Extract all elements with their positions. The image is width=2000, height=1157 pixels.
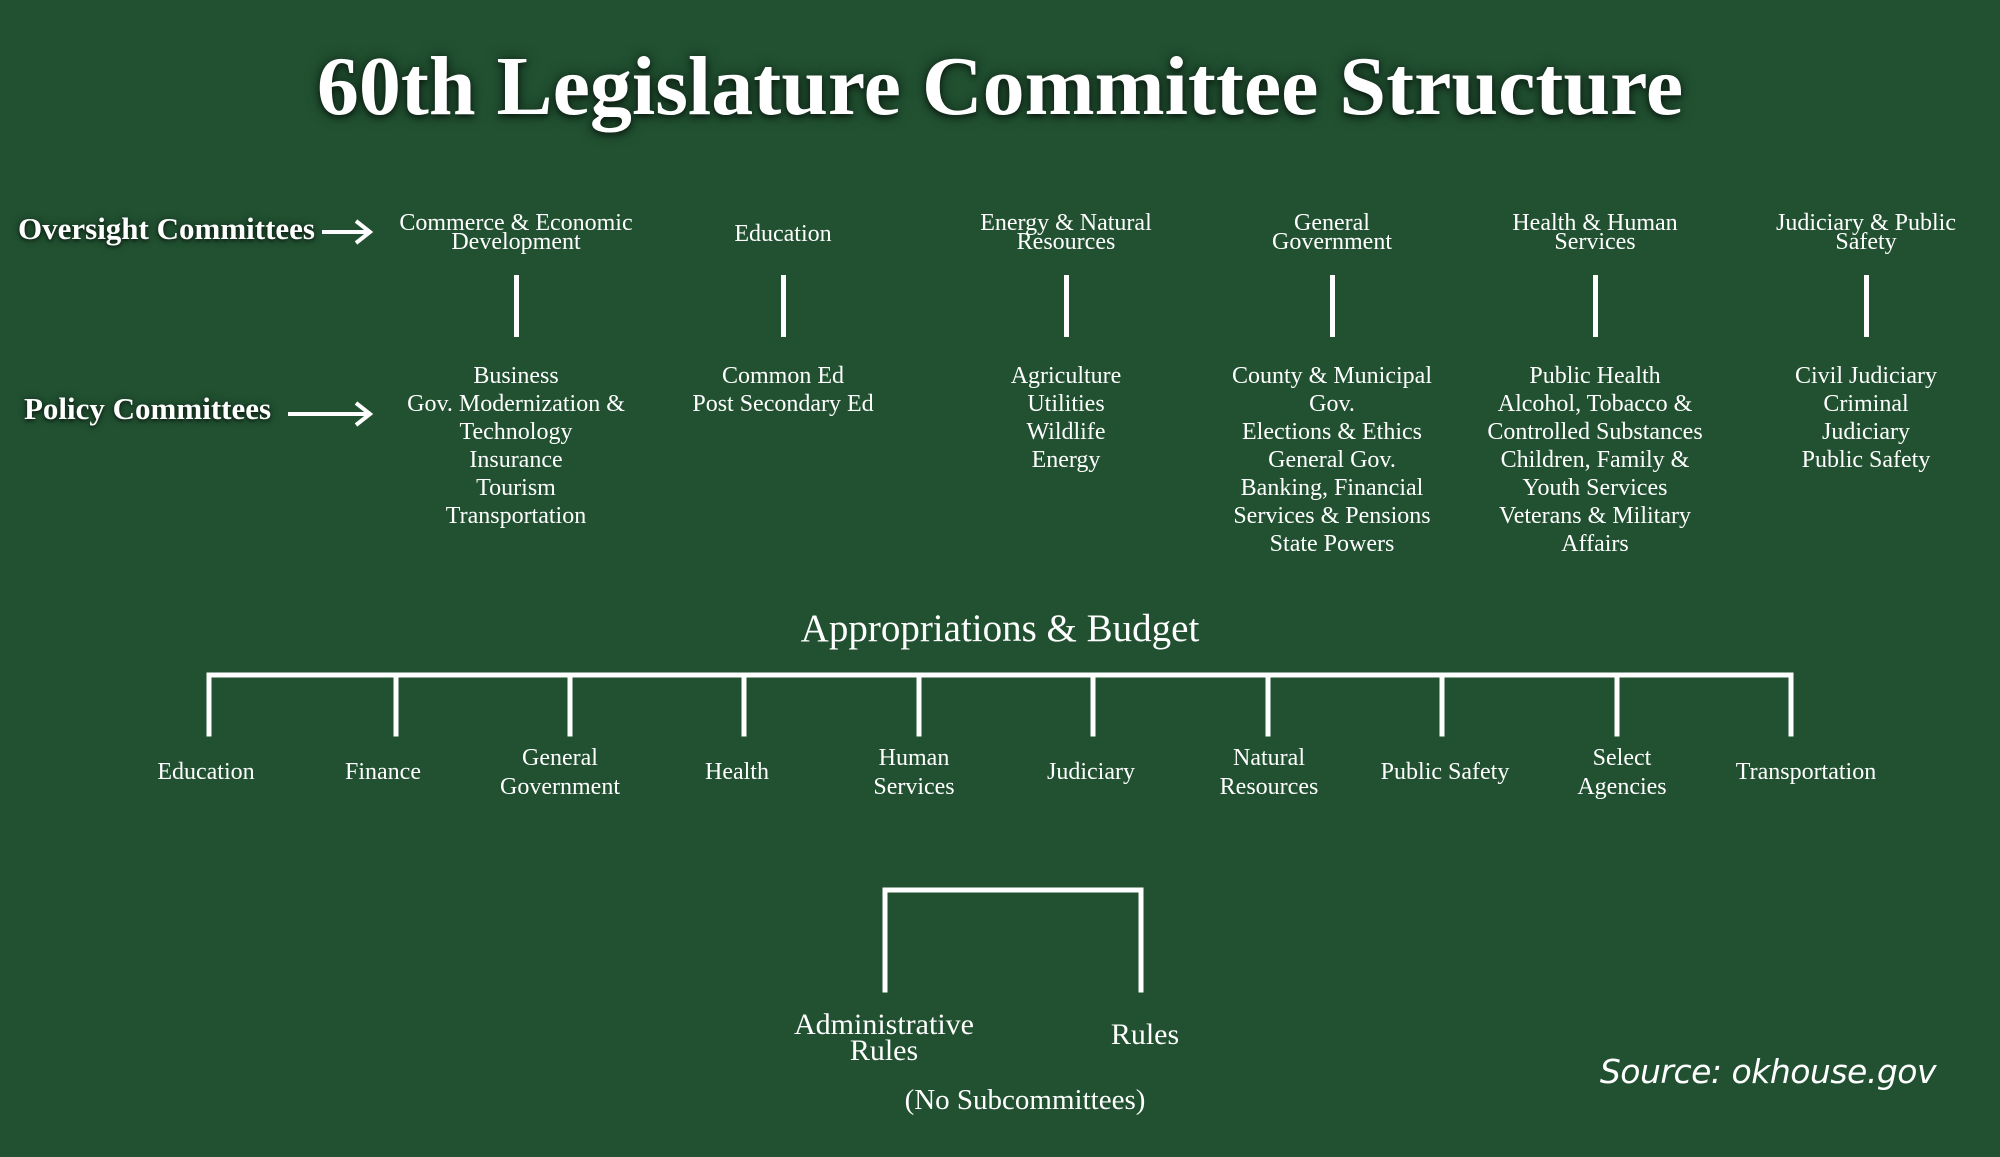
oversight-committee-name-line: Energy & Natural (980, 210, 1152, 236)
policy-committee-item: Judiciary (1822, 419, 1910, 445)
oversight-committee-name-line: Health & Human (1512, 210, 1678, 236)
appropriations-subcommittee-line: Health (705, 759, 769, 785)
policy-committee-item: Transportation (445, 503, 587, 529)
appropriations-subcommittee-line: Resources (1219, 774, 1319, 800)
rules-committee-line: Rules (849, 1034, 919, 1067)
policy-committee-item: Alcohol, Tobacco & (1497, 391, 1693, 417)
oversight-committee-name-line: Judiciary & Public (1776, 210, 1956, 236)
no-subcommittees-note: (No Subcommittees) (904, 1084, 1146, 1116)
appropriations-subcommittee (106, 758, 306, 787)
policy-committee-item: Children, Family & (1500, 447, 1690, 473)
appropriations-subcommittee-line: Education (157, 759, 255, 785)
appropriations-subcommittee-line: Judiciary (1047, 759, 1135, 785)
appropriations-title: Appropriations & Budget (800, 607, 1200, 650)
policy-committee-item: Post Secondary Ed (692, 391, 874, 417)
page-title: 60th Legislature Committee Structure (316, 40, 1684, 133)
oversight-committee-name-line: Safety (1835, 229, 1897, 255)
policy-committee-item: Agriculture (1010, 363, 1122, 389)
appropriations-subcommittee-line: Natural (1233, 745, 1305, 771)
appropriations-subcommittee (1706, 758, 1906, 787)
oversight-committee-name-line: General (1294, 210, 1370, 236)
policy-committee-item: Controlled Substances (1487, 419, 1703, 445)
appropriations-subcommittee-line: Finance (345, 759, 421, 785)
appropriations-subcommittee-line: Services (873, 774, 955, 800)
policy-committee-item: Wildlife (1026, 419, 1106, 445)
oversight-committee-name-line: Development (451, 229, 581, 255)
appropriations-subcommittee-line: Public Safety (1380, 759, 1510, 785)
policy-committee-item: Public Health (1529, 363, 1661, 389)
policy-committee-item: Insurance (469, 447, 563, 473)
oversight-committee-name-line: Commerce & Economic (399, 210, 633, 236)
appropriations-subcommittee (991, 758, 1191, 787)
rules-committee (1035, 1018, 1255, 1051)
appropriations-subcommittee-line: Transportation (1735, 759, 1877, 785)
policy-committees-label: Policy Committees (24, 391, 272, 426)
policy-committee-item: State Powers (1269, 531, 1395, 557)
policy-committee-item: Gov. Modernization & (407, 391, 625, 417)
policy-committee-item: Business (473, 363, 559, 389)
oversight-committee-name-line: Education (734, 221, 832, 247)
rules-committee (774, 1008, 994, 1067)
policy-committee-item: Public Safety (1801, 447, 1931, 473)
appropriations-subcommittee (637, 758, 837, 787)
oversight-committee-name-line: Government (1272, 229, 1392, 255)
policy-committee-item: Energy (1031, 447, 1101, 473)
appropriations-subcommittee-line: Human (878, 745, 950, 771)
rules-committee-line: Rules (1110, 1018, 1180, 1051)
oversight-committee-name-line: Services (1554, 229, 1636, 255)
policy-committee-item: Tourism (476, 475, 556, 501)
appropriations-subcommittee-line: General (522, 745, 598, 771)
appropriations-subcommittee (1345, 758, 1545, 787)
policy-committee-item: Criminal (1823, 391, 1909, 417)
policy-committee-item: Youth Services (1522, 475, 1668, 501)
policy-committee-item: Veterans & Military (1499, 503, 1691, 529)
policy-committee-item: Elections & Ethics (1242, 419, 1422, 445)
policy-committee-item: County & Municipal (1232, 363, 1432, 389)
appropriations-subcommittee-line: Select (1592, 745, 1652, 771)
appropriations-subcommittee (283, 758, 483, 787)
policy-committee-item: Banking, Financial (1240, 475, 1424, 501)
rules-committee-line: Administrative (794, 1008, 974, 1041)
policy-committee-item: Affairs (1561, 531, 1629, 557)
policy-committee-item: Technology (459, 419, 573, 445)
policy-committee-item: Gov. (1309, 391, 1355, 417)
appropriations-subcommittee (1522, 744, 1722, 802)
oversight-committees-label: Oversight Committees (18, 211, 315, 246)
appropriations-subcommittee (1169, 744, 1369, 802)
policy-committee-item: General Gov. (1268, 447, 1396, 473)
appropriations-subcommittee-line: Government (500, 774, 620, 800)
source-credit: Source: okhouse.gov (1599, 1052, 1936, 1091)
policy-committee-item: Civil Judiciary (1795, 363, 1937, 389)
appropriations-subcommittee-line: Agencies (1577, 774, 1667, 800)
oversight-committee-name-line: Resources (1016, 229, 1116, 255)
appropriations-subcommittee (460, 744, 660, 802)
appropriations-subcommittee (814, 744, 1014, 802)
policy-committee-item: Utilities (1027, 391, 1105, 417)
policy-committee-item: Common Ed (721, 363, 844, 389)
policy-committee-item: Services & Pensions (1233, 503, 1431, 529)
